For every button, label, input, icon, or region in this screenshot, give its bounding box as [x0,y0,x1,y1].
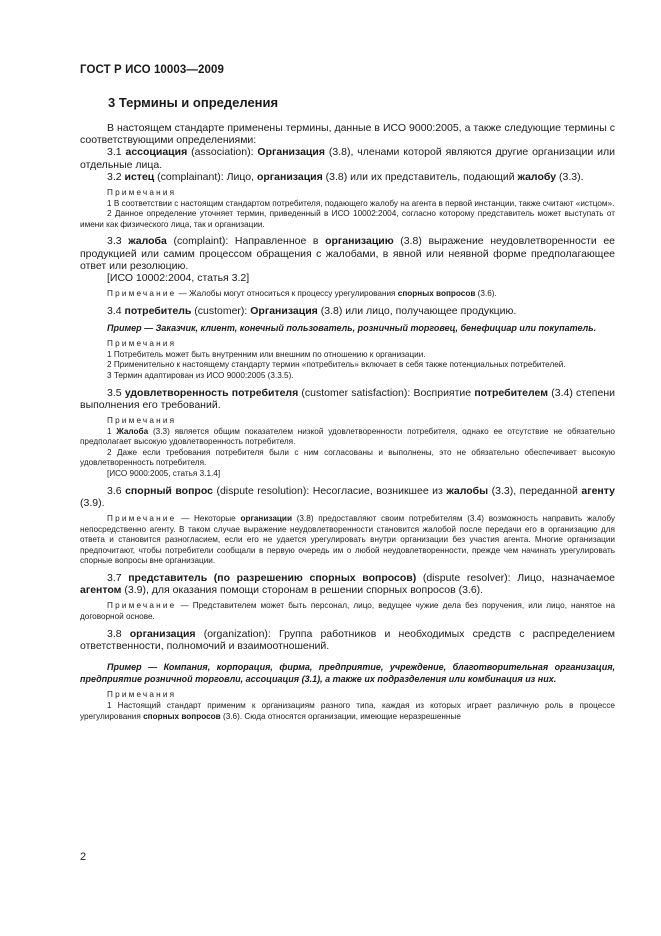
note-3-2-2: 2 Данное определение уточняет термин, приведенный в ИСО 10002:2004, согласно которому представитель может выступать от имени как физического лица, так и организации. [80,209,615,229]
term-reference: жалобы [446,484,489,497]
note-text: — Жалобы могут относиться к процессу урегулирования [176,289,398,299]
section-title: 3 Термины и определения [108,95,279,110]
note-3-8-1 [80,701,615,722]
term-definition: (3.8) или лицо, получающее продукцию. [317,304,517,317]
example-3-8: Пример — Компания, корпорация, фирма, предприятие, учреждение, благотворительная организация, предприятие розничной торговли, ассоциация (3.1), а также их подразделения или комбинация из них. [80,661,615,685]
note-3-6 [80,514,615,567]
note-text: — Представителем может быть персонал, лицо, ведущее чужие дела без поручения, или лицо, нанятое на договорной основе. [80,601,615,621]
term-3-4 [80,305,615,317]
note-label: Примечание [107,601,177,611]
term-3-6 [80,485,615,509]
term-name: спорный вопрос [125,484,213,497]
term-3-7 [80,572,615,596]
note-3-5-source: [ИСО 9000:2005, статья 3.1.4] [107,468,221,478]
note-text: (3.6). Сюда относятся организации, имеющие неразрешенные [220,711,461,721]
term-3-3 [80,235,615,272]
notes-label: Примечания [107,690,177,700]
note-3-3 [80,289,615,300]
term-number: 3.5 [107,386,125,399]
note-label: Примечание [107,289,177,299]
notes-label: Примечания [107,415,177,425]
term-definition: (3.8) выражение неудовлетворенности ее продукцией или самим процессом обращения с жалобами, в явной или неявной форме предполагающее ответ или резолюцию. [80,235,616,272]
term-definition: (3.9). [80,496,105,509]
term-reference: жалобу [517,170,557,183]
term-name: жалоба [128,235,167,248]
term-reference: спорных вопросов [397,289,476,299]
term-reference: Организация [257,146,325,159]
term-3-8 [80,628,615,652]
term-english: (dispute resolution): Несогласие, возникшее из [212,484,447,497]
term-name: удовлетворенность потребителя [124,386,299,399]
term-number: 3.2 [107,170,125,183]
note-text: (3.3) является общим показателем низкой удовлетворенности потребителя, однако ее отсутствие не обязательно предполагает высокую удовлетворенность потребителя. [80,426,615,447]
note-3-2-1: 1 В соответствии с настоящим стандартом потребителя, подающего жалобу на агента в первой инстанции, также считают «истцом». [107,198,615,208]
term-reference: агентом [80,584,122,597]
term-definition: (3.9), для оказания помощи сторонам в решении спорных вопросов (3.6). [121,584,484,597]
example-3-4: Пример — Заказчик, клиент, конечный пользователь, розничный торговец, бенефициар или покупатель. [107,323,597,333]
term-definition: (3.4) степени выполнения его требований. [80,386,615,411]
term-3-2 [80,171,615,183]
term-number: 3.1 [107,146,126,159]
note-3-4-2: 2 Применительно к настоящему стандарту термин «потребитель» включает в себя также потенциальных потребителей. [107,360,566,370]
term-definition: (3.8) или их представитель, подающий [322,170,518,183]
term-reference: агенту [581,484,616,497]
note-number: 1 [107,426,117,436]
note-text: (3.6). [475,289,497,299]
note-3-5-1 [80,427,615,448]
intro-text: В настоящем стандарте применены термины, данные в ИСО 9000:2005, а также следующие термины с соответствующими определениями: [80,122,615,147]
main-content [80,122,615,722]
term-name: организация [129,627,196,640]
term-3-1 [80,146,615,170]
term-reference: спорных вопросов [143,711,221,721]
note-label: Примечание [107,513,177,523]
document-code: ГОСТ Р ИСО 10003—2009 [80,64,225,76]
term-name: потребитель [124,304,192,317]
note-3-4-3: 3 Термин адаптирован из ИСО 9000:2005 (3.3.5). [107,370,294,380]
term-3-5 [80,387,615,411]
term-number: 3.7 [107,571,129,584]
term-3-3-source: [ИСО 10002:2004, статья 3.2] [107,272,250,284]
term-number: 3.6 [107,484,126,497]
term-name: ассоциация [125,146,188,159]
term-reference: организация [256,170,323,183]
note-text: 1 Настоящий стандарт применим к организациям разного типа, каждая из которых играет различную роль в процессе урегулирования [80,700,615,721]
term-reference: потребителем [474,386,549,399]
term-reference: организацию [325,235,394,248]
term-english: (customer satisfaction): Восприятие [298,386,475,399]
term-definition: (organization): Группа работников и необходимых средств с распределением ответственности, полномочий и взаимоотношений. [80,627,615,652]
term-reference: Жалоба [116,426,149,436]
term-number: 3.4 [107,304,125,317]
term-english: (customer): [191,304,251,317]
term-number: 3.3 [107,235,129,248]
term-name: истец [124,170,155,183]
note-3-4-1: 1 Потребитель может быть внутренним или внешним по отношению к организации. [107,349,426,359]
term-definition: (3.3). [556,170,584,183]
note-text: — Некоторые [176,513,241,523]
notes-label: Примечания [107,188,177,198]
term-english: (association): [187,146,258,159]
page-number: 2 [80,851,87,863]
note-text: (3.8) предоставляют своим потребителям (3.4) возможность направить жалобу непосредственно агенту. В таком случае выражение неудовлетворенности становится жалобой после передачи его в организацию для ответа и становится разногласием, если его не удается урегулировать внутри организации без участия агента. Многие организации предпочитают, чтобы потребители сообщали в первую очередь им о любой неудовлетворенности, прежде чем начинать урегулировать спорные вопросы вне организации. [80,513,615,566]
term-name: представитель (по разрешению спорных вопросов) [128,571,417,584]
intro-paragraph [80,122,615,146]
notes-label: Примечания [107,339,177,349]
term-reference: организации [240,513,292,523]
term-definition: (3.8), членами которой являются другие организации или отдельные лица. [80,146,616,171]
note-3-5-2: 2 Даже если требования потребителя были с ним согласованы и выполнены, это не обязательно обеспечивает высокую удовлетворенность потребителя. [80,447,615,468]
term-definition: (3.3), переданной [488,484,582,497]
note-3-7 [80,601,615,622]
term-number: 3.8 [107,627,130,640]
term-english: (dispute resolver): Лицо, назначаемое [416,571,616,584]
term-reference: Организация [250,304,318,317]
term-english: (complaint): Направленное в [166,235,326,248]
term-english: (complainant): Лицо, [154,170,257,183]
